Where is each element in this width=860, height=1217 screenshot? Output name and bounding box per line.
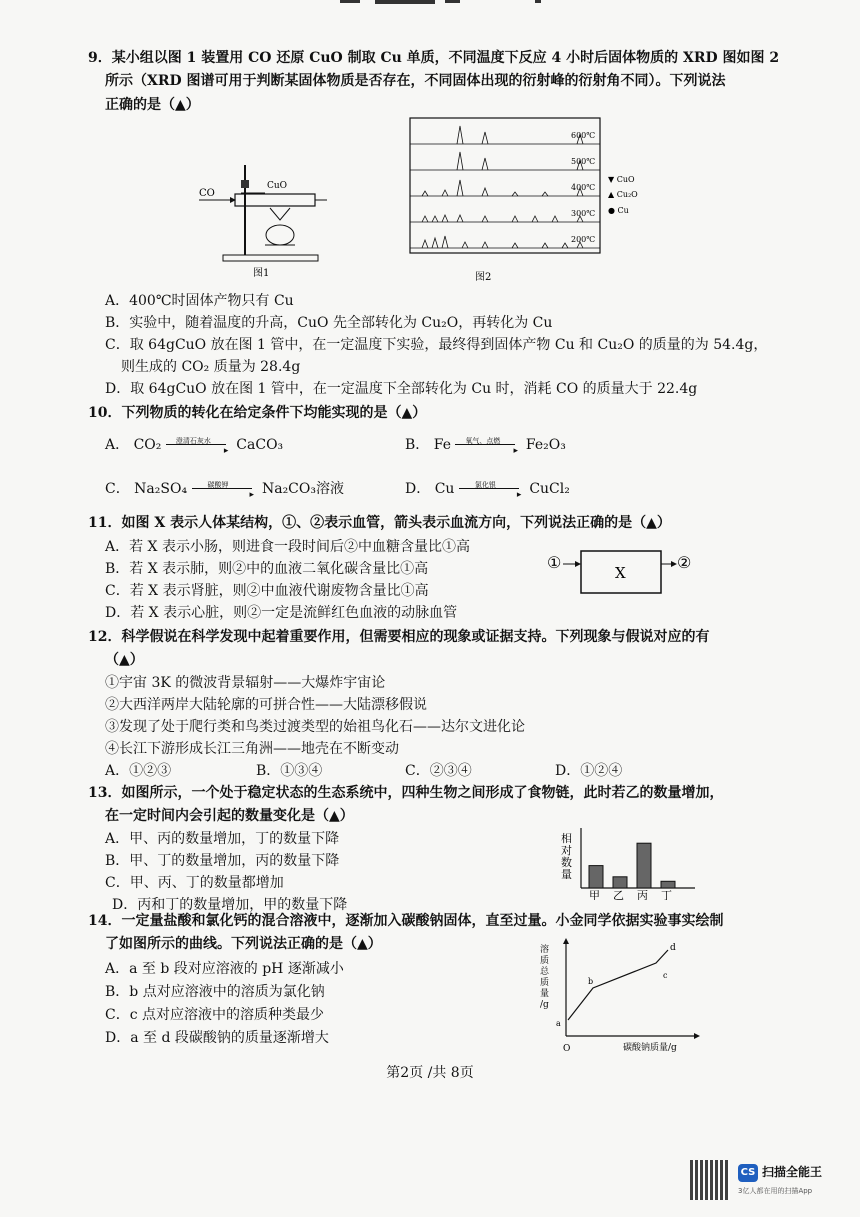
xrd-peak — [432, 216, 438, 222]
q13-ylabel-4: 量 — [561, 868, 572, 881]
legend-cu: ● Cu — [608, 206, 629, 215]
q14-stem-line1: 14．一定量盐酸和氯化钙的混合溶液中，逐渐加入碳酸钠固体，直至过量。小金同学依据实验事实绘制 — [88, 913, 724, 929]
xrd-peak — [422, 216, 428, 222]
legend-cuo: ▼ CuO — [608, 175, 635, 184]
q14-point-a: a — [556, 1019, 561, 1028]
q9-stem-line3: 正确的是（▲） — [105, 97, 200, 113]
xrd-peak — [457, 152, 463, 170]
q9-figure1-apparatus — [195, 160, 330, 280]
page-footer: 第2页 /共 8页 — [386, 1065, 474, 1081]
xrd-peak — [482, 132, 488, 144]
q9-option-b: B．实验中，随着温度的升高，CuO 先全部转化为 Cu₂O，再转化为 Cu — [105, 315, 553, 331]
xrd-peak — [462, 242, 468, 248]
q14-ylabel-1: 溶 — [540, 945, 550, 955]
q14-xlabel: 碳酸钠质量/g — [623, 1043, 677, 1053]
q13-bar-乙 — [613, 877, 627, 888]
q13-ylabel-3: 数 — [561, 856, 572, 869]
xrd-peak — [457, 215, 463, 222]
figure2-caption: 图2 — [475, 272, 492, 283]
q13-option-c: C．甲、丙、丁的数量都增加 — [105, 875, 284, 891]
q9-figure2-xrd — [405, 115, 670, 285]
q13-bar-chart — [555, 828, 705, 900]
xrd-peak — [542, 243, 548, 248]
q13-ylabel-1: 相 — [561, 832, 572, 845]
q12-item-2: ②大西洋两岸大陆轮廓的可拼合性——大陆漂移假说 — [105, 697, 427, 713]
q14-option-a: A．a 至 b 段对应溶液的 pH 逐渐减小 — [105, 961, 344, 977]
scanner-watermark — [690, 1160, 840, 1202]
legend-cu2o: ▲ Cu₂O — [608, 190, 638, 199]
q14-point-d: d — [670, 943, 676, 953]
q9-option-d: D．取 64gCuO 放在图 1 管中，在一定温度下全部转化为 Cu 时，消耗 CO 的质量大于 22.4g — [105, 381, 698, 397]
q14-curve — [568, 950, 668, 1020]
q14-ylabel-5: 量 — [540, 989, 550, 999]
q12-item-4: ④长江下游形成长江三角洲——地壳在不断变动 — [105, 741, 399, 757]
q10-option-c: C． Na₂SO₄ 碳酸钾 ▸ Na₂CO₃溶液 — [105, 481, 344, 500]
xrd-peak — [457, 126, 463, 144]
q10-option-b: B． Fe 氧气、点燃 ▸ Fe₂O₃ — [405, 437, 566, 456]
q9-stem-line2: 所示（XRD 图谱可用于判断某固体物质是否存在，不同固体出现的衍射峰的衍射角不同）。下列说法 — [105, 73, 726, 89]
xrd-peak — [422, 240, 428, 248]
q10-option-a: A． CO₂ 澄清石灰水 ▸ CaCO₃ — [105, 437, 284, 456]
q13-option-b: B．甲、丁的数量增加，丙的数量下降 — [105, 853, 340, 869]
q12-stem-line2: （▲） — [105, 652, 144, 668]
xrd-peak — [562, 243, 568, 248]
xrd-peak — [422, 191, 428, 196]
q10-option-d: D． Cu 氯化银 ▸ CuCl₂ — [405, 481, 570, 500]
q9-stem-line1: 9．某小组以图 1 装置用 CO 还原 CuO 制取 Cu 单质，不同温度下反应 4 小时后固体物质的 XRD 图如图 2 — [88, 50, 780, 66]
q10-stem: 10．下列物质的转化在给定条件下均能实现的是（▲） — [88, 405, 427, 421]
q13-option-d: D．丙和丁的数量增加，甲的数量下降 — [112, 897, 348, 913]
xrd-peak — [482, 242, 488, 248]
xrd-temp-label: 300℃ — [571, 209, 596, 218]
xrd-peak — [432, 238, 438, 248]
q11-option-c: C．若 X 表示肾脏，则②中血液代谢废物含量比①高 — [105, 583, 429, 599]
cuo-label: CuO — [267, 181, 288, 191]
xrd-peak — [482, 158, 488, 170]
q14-point-b: b — [588, 977, 594, 986]
q11-stem: 11．如图 X 表示人体某结构，①、②表示血管，箭头表示血流方向，下列说法正确的是（▲） — [88, 515, 671, 531]
xrd-peak — [542, 192, 548, 196]
xrd-peak — [442, 215, 448, 222]
xrd-peak — [512, 243, 518, 248]
scanner-tagline: 3亿人都在用的扫描App — [738, 1187, 813, 1195]
xrd-peak — [442, 190, 448, 196]
xrd-temp-label: 200℃ — [571, 235, 596, 244]
structure-x-label: X — [615, 564, 626, 582]
q11-option-a: A．若 X 表示小肠，则进食一段时间后②中血糖含量比①高 — [105, 539, 470, 555]
q13-stem-line2: 在一定时间内会引起的数量变化是（▲） — [105, 808, 354, 824]
xrd-peak — [442, 236, 448, 248]
q14-option-b: B．b 点对应溶液中的溶质为氯化钠 — [105, 984, 325, 1000]
q13-ylabel-2: 对 — [561, 844, 572, 857]
q14-option-c: C．c 点对应溶液中的溶质种类最少 — [105, 1007, 325, 1023]
q11-figure-x — [545, 548, 695, 598]
xrd-peak — [532, 216, 538, 222]
q14-stem-line2: 了如图所示的曲线。下列说法正确的是（▲） — [105, 936, 382, 952]
q13-option-a: A．甲、丙的数量增加，丁的数量下降 — [105, 831, 340, 847]
top-edge-marks — [300, 0, 560, 8]
q12-option-d: D．①②④ — [555, 763, 623, 779]
qr-code-icon — [690, 1160, 730, 1200]
q12-option-b: B．①③④ — [256, 763, 323, 779]
q14-ylabel-4: 质 — [540, 978, 550, 988]
q13-category-label: 甲 — [589, 889, 600, 900]
q13-bar-甲 — [589, 866, 603, 888]
xrd-temp-label: 600℃ — [571, 131, 596, 140]
q13-category-label: 丁 — [661, 889, 672, 900]
co-label: CO — [199, 188, 215, 199]
scanner-app-name: 扫描全能王 — [762, 1165, 823, 1179]
q12-option-c: C．②③④ — [405, 763, 472, 779]
q9-option-a: A．400℃时固体产物只有 Cu — [105, 293, 294, 309]
xrd-peak — [482, 216, 488, 222]
vessel-1-label: ① — [547, 553, 562, 572]
q13-category-label: 丙 — [637, 889, 648, 900]
xrd-temp-label: 500℃ — [571, 157, 596, 166]
q12-stem-line1: 12．科学假说在科学发现中起着重要作用，但需要相应的现象或证据支持。下列现象与假说对应的有 — [88, 629, 710, 645]
q11-option-b: B．若 X 表示肺，则②中的血液二氧化碳含量比①高 — [105, 561, 429, 577]
q14-ylabel-2: 质 — [540, 956, 550, 966]
figure1-caption: 图1 — [253, 268, 270, 279]
q12-item-1: ①宇宙 3K 的微波背景辐射——大爆炸宇宙论 — [105, 675, 386, 691]
q14-option-d: D．a 至 d 段碳酸钠的质量逐渐增大 — [105, 1030, 329, 1046]
q13-bar-丁 — [661, 881, 675, 888]
q11-option-d: D．若 X 表示心脏，则②一定是流鲜红色血液的动脉血管 — [105, 605, 458, 621]
q13-stem-line1: 13．如图所示，一个处于稳定状态的生态系统中，四种生物之间形成了食物链，此时若乙的数量增加， — [88, 785, 724, 801]
xrd-temp-label: 400℃ — [571, 183, 596, 192]
q12-item-3: ③发现了处于爬行类和鸟类过渡类型的始祖鸟化石——达尔文进化论 — [105, 719, 525, 735]
q14-ylabel-3: 总 — [540, 967, 550, 977]
vessel-2-label: ② — [677, 553, 692, 572]
q9-option-c-line1: C．取 64gCuO 放在图 1 管中，在一定温度下实验，最终得到固体产物 Cu 和 Cu₂O 的质量的为 54.4g， — [105, 337, 768, 353]
xrd-peak — [512, 192, 518, 196]
q14-line-chart — [538, 938, 713, 1056]
xrd-peak — [552, 216, 558, 222]
camscanner-logo-icon: CS — [738, 1164, 758, 1182]
xrd-peak — [482, 188, 488, 196]
q14-ylabel-6: /g — [540, 1000, 549, 1010]
q13-bar-丙 — [637, 843, 651, 888]
xrd-peak — [512, 216, 518, 222]
xrd-peak — [457, 180, 463, 196]
q12-option-a: A．①②③ — [105, 763, 172, 779]
q14-point-c: c — [663, 971, 668, 980]
q9-option-c-line2: 则生成的 CO₂ 质量为 28.4g — [121, 359, 301, 375]
q13-category-label: 乙 — [613, 889, 624, 900]
q14-origin: O — [563, 1044, 571, 1054]
